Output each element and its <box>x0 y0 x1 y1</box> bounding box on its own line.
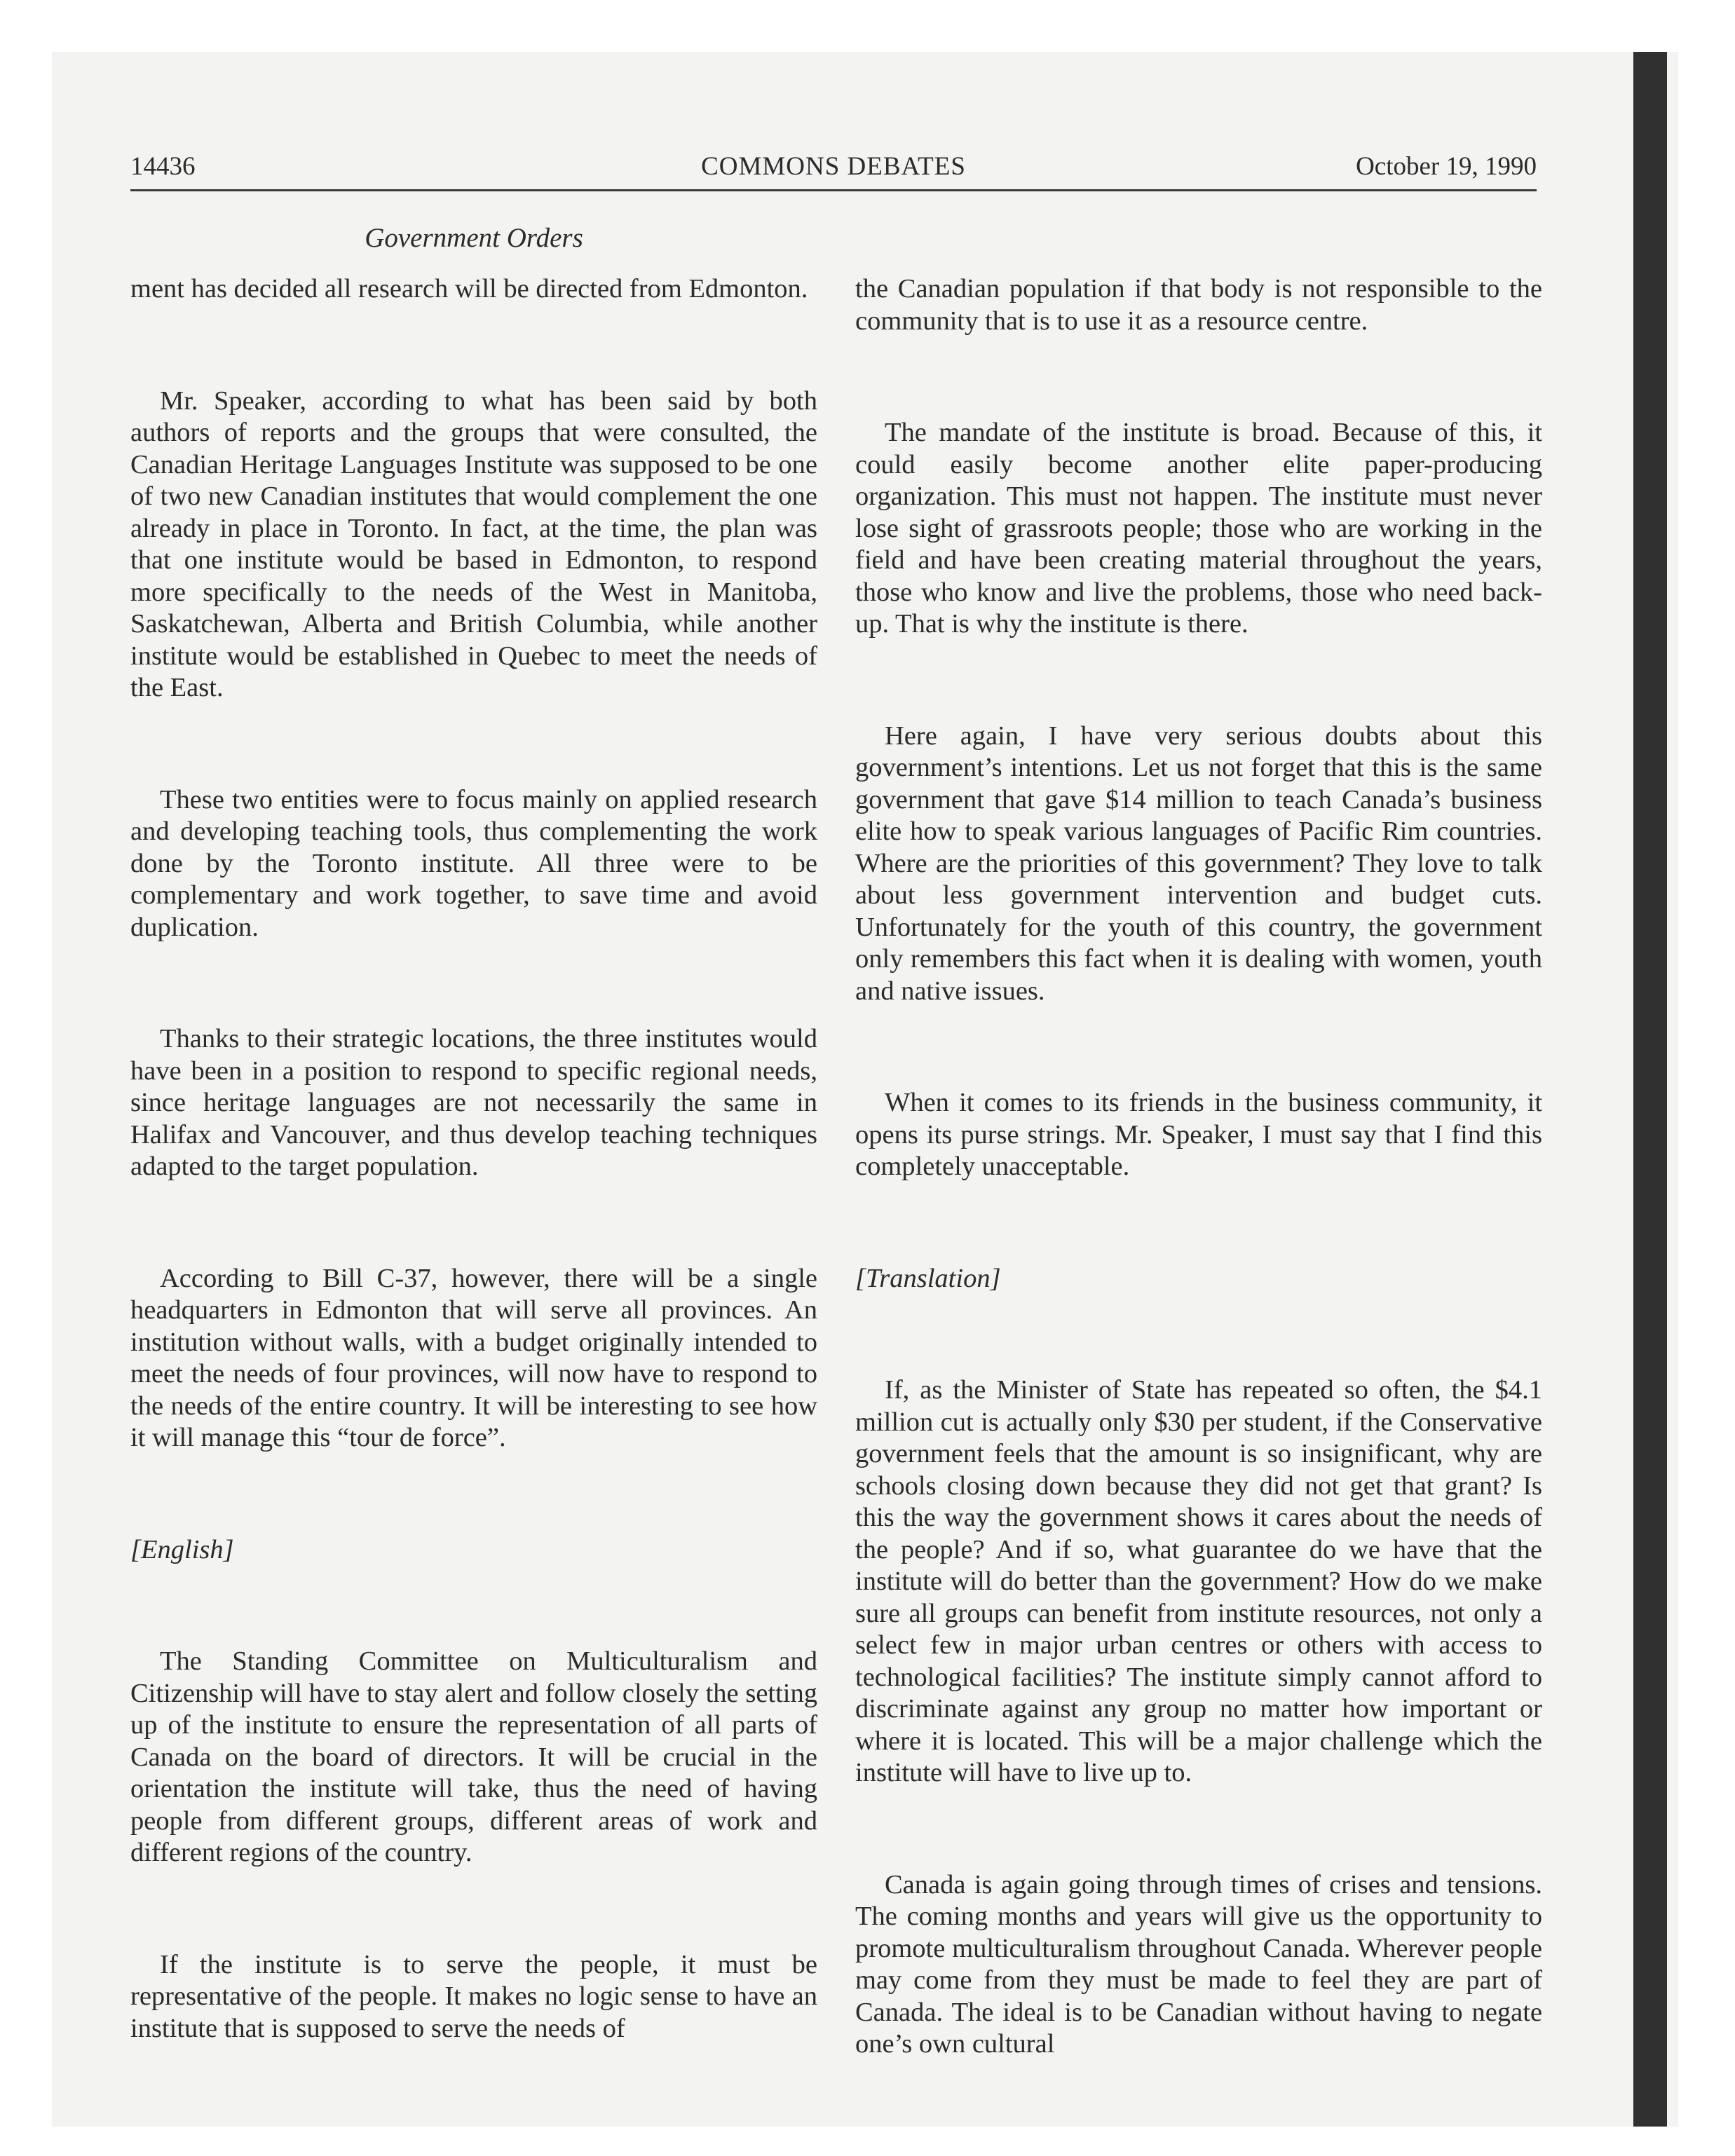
section-heading: Government Orders <box>365 223 583 253</box>
paragraph: Mr. Speaker, according to what has been said by both authors of reports and the groups that were consulted, the Canadian Heritage Languages Institute was supposed to be one of two new Canadian institutes that would complement the one already in place in Toronto. In fact, at the time, the plan was that one institute would be based in Edmonton, to respond more specifically to the needs of the West in Manitoba, Saskatchewan, Alberta and British Columbia, while another institute would be established in Quebec to meet the needs of the East. <box>130 386 817 702</box>
left-column <box>130 273 817 2045</box>
language-marker: [English] <box>130 1534 234 1564</box>
publication-title: COMMONS DEBATES <box>701 152 966 181</box>
header-rule <box>130 189 1537 191</box>
publication-date: October 19, 1990 <box>1356 152 1537 181</box>
paragraph: When it comes to its friends in the business community, it opens its purse strings. Mr. Speaker, I must say that I find this completely unacceptable. <box>855 1088 1542 1181</box>
paragraph: The Standing Committee on Multiculturalism and Citizenship will have to stay alert and follow closely the setting up of the institute to ensure the representation of all parts of Canada on the board of directors. It will be crucial in the orientation the institute will take, thus the need of having people from different groups, different areas of work and different regions of the country. <box>130 1646 817 1867</box>
paragraph: If, as the Minister of State has repeated so often, the $4.1 million cut is actually only $30 per student, if the Conservative government feels that the amount is so insignificant, why are schools closing down because they did not get that grant? Is this the way the government shows it cares about the needs of the people? And if so, what guarantee do we have that the institute will do better than the government? How do we make sure all groups can benefit from institute resources, not only a select few in major urban centres or others with access to technological facilities? The institute simply cannot afford to discriminate against any group no matter how important or where it is located. This will be a major challenge which the institute will have to live up to. <box>855 1375 1542 1787</box>
paragraph: Here again, I have very serious doubts about this government’s intentions. Let us not forget that this is the same government that gave $14 million to teach Canada’s business elite how to speak various languages of Pacific Rim countries. Where are the priorities of this government? They love to talk about less government intervention and budget cuts. Unfortunately for the youth of this country, the government only remembers this fact when it is dealing with women, youth and native issues. <box>855 721 1542 1006</box>
paragraph: If the institute is to serve the people, it must be representative of the people. It makes no logic sense to have an institute that is supposed to serve the needs of <box>130 1949 817 2043</box>
paragraph: These two entities were to focus mainly on applied research and developing teaching tools, thus complementing the work done by the Toronto institute. All three were to be complementary and work together, to save time and avoid duplication. <box>130 784 817 942</box>
paragraph: ment has decided all research will be directed from Edmonton. <box>130 274 808 303</box>
paragraph: Canada is again going through times of crises and tensions. The coming months and years will give us the opportunity to promote multiculturalism throughout Canada. Wherever people may come from they must be made to feel they are part of Canada. The ideal is to be Canadian without having to negate one’s own cultural <box>855 1869 1542 2059</box>
paragraph: According to Bill C-37, however, there will be a single headquarters in Edmonton that will serve all provinces. An institution without walls, with a budget originally intended to meet the needs of four provinces, will now have to respond to the needs of the entire country. It will be interesting to see how it will manage this “tour de force”. <box>130 1263 817 1452</box>
language-marker: [Translation] <box>855 1263 1001 1293</box>
paragraph: the Canadian population if that body is not responsible to the community that is to use it as a resource centre. <box>855 274 1542 336</box>
scan-border <box>1633 52 1667 2127</box>
paragraph: Thanks to their strategic locations, the three institutes would have been in a position to respond to specific regional needs, since heritage languages are not necessarily the same in Halifax and Vancouver, and thus develop teaching techniques adapted to the target population. <box>130 1024 817 1181</box>
right-column <box>855 273 1542 2061</box>
running-header <box>130 146 1537 188</box>
paragraph: The mandate of the institute is broad. Because of this, it could easily become another elite paper-producing organization. This must not happen. The institute must never lose sight of grassroots people; those who are working in the field and have been creating material throughout the years, those who know and live the problems, those who need back-up. That is why the institute is there. <box>855 418 1542 639</box>
page-number: 14436 <box>130 152 196 181</box>
